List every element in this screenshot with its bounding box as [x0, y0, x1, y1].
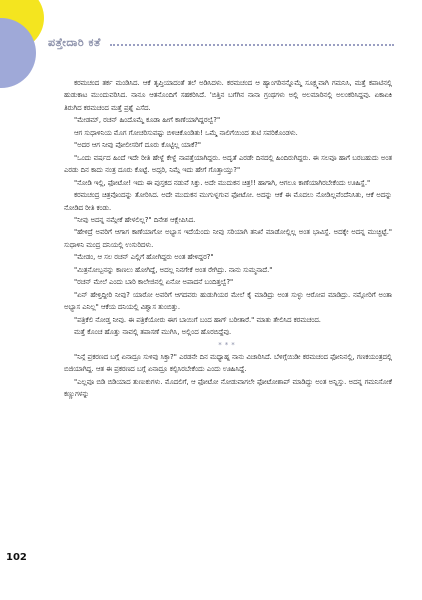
paragraph: ಕರಮಚಂದ್ರ ಚಿತ್ರವೊಂದನ್ನು ತೋರಿಸಿದ. ಅದೇ ಮುದುಕನ ಮುಗುಳ್ನಗುವ ಫೋಟೋ. ಅದನ್ನು ಆಕೆ ಈ ಮೊದಲು ನೋಡಿಲ್ಲವೆಂದೆನಿಸಿತು, ಆಕೆ ಅದನ್ನು ನೋಡಿದ ರೀತಿ ಕಂಡು.: [64, 191, 392, 212]
paragraph: "ಹೇಳಿದ್ರೆ ಅವರಿಗೆ ಆಗಾಗ ಕಾಣೆಯಾಗೋ ಅಭ್ಯಾಸ ಇದೆಯೆಂದು ನೀವು ಸರಿಯಾಗಿ ತನಿಖೆ ಮಾಡೋಲ್ಲಿಲ್ಲ ಅಂತ ಭಾವಿಸ್ದೆ. ಅದಕ್ಕೇ ಅದನ್ನ ಮುಚ್ಚಿಟ್ಟೆ." ಸುಧಾಳಿನಿ ಮಂದ್ರ ದನಿಯಲ್ಲಿ ಉಸುರಿದಳು.: [64, 228, 392, 249]
paragraph: "ಪತ್ರಿಕೆಲಿ ನೋಡ್ತ ನೀವು. ಈ ಪತ್ರಿಕೆಯೋರು ಈಗ ಬಾಯಿಗೆ ಬಂದ ಹಾಗ್ ಬರೀತಾರೆ." ಮಾತು ತೇಲಿಸಿದ ಕರಮಚಂದ.: [74, 315, 321, 324]
header-dotted-rule: [110, 44, 394, 46]
paragraph: "ಮೇಡಂ, ಆ ಸಲ ರಚನ್ ಎಲ್ಲಿಗೆ ಹೋಗಿದ್ದರು ಅಂತ ಹೇಳಿದ್ದರ?": [74, 253, 214, 262]
paragraph: "ಒಂದು ವರ್ಷದ ಹಿಂದೆ ಇದೇ ರೀತಿ ಹೇಳ್ದೆ ಕೇಳ್ದೆ ನಾಪತ್ತೆಯಾಗಿದ್ದರು. ಅದೃತೆ ಎರಡೇ ದಿನದಲ್ಲಿ ಹಿಂದಿರುಗಿದ್ದರು. ಈ ಸಲವೂ ಹಾಗೆ ಬರಬಹುದು ಅಂತ ಎರಡು ದಿನ ಕಾದು ನಂತ್ರ ದೂರು ಕೊಟ್ಟೆ. ಅದ್ಸರಿ, ನಿಮ್ಗೆ ಇದು ಹೇಗೆ ಗೊತ್ತಾಯ್ತು?": [64, 153, 392, 175]
paragraph: "ನಿನ್ಗೆ ಪ್ರಕರಣದ ಬಗ್ಗೆ ಏನಾದ್ರೂ ಸುಳಿವು ಸಿಕ್ತಾ?" ಎರಡನೇ ದಿನ ಮಧ್ಯಾಹ್ನ ನಾನು ವಿಚಾರಿಸಿದೆ. ಬೆಳಿಗ್ಗೆಯಿಡೀ ಕರಮಚಂದ ಫೋನಿನಲ್ಲಿ, ಗಣಕಯಂತ್ರದಲ್ಲಿ ಬಿಜಿಯಾಗಿದ್ದ. ಆತ ಈ ಪ್ರಕರಣದ ಬಗ್ಗೆ ಏನಾದ್ರೂ ಕಲ್ಪಿಸಿರಬೇಕೆಂದು ಎಂದು ಊಹಿಸಿದ್ದೆ.: [64, 352, 392, 374]
paragraph: ಮತ್ತೆ ಕೊಂಚ ಹೊತ್ತು ನಾವಲ್ಲಿ ತಪಾಸಣೆ ಮುಗಿಸಿ, ಅಲ್ಲಿಂದ ಹೊರಬಿದ್ದೆವು.: [74, 328, 232, 337]
paragraph: "ಮೇಡಮ್, ರಚನ್ ಹಿಂದೊಮ್ಮೆ ಕೂಡಾ ಹೀಗೆ ಕಾಣೆಯಾಗಿದ್ದರಲ್ವೆ?": [74, 116, 221, 125]
paragraph: "ನೋಡಿ ಇಲ್ಲಿ, ಫೋಟೋ! ಇದು ಈ ಪುಸ್ತಕದ ನಡುವೆ ಸಿಕ್ತು. ಅದೇ ಮುದುಕನ ಚಿತ್ರ!! ಹಾಗಾಗಿ, ಆಗಲೂ ಕಾಣೆಯಾಗಿರಬೇಕೆಂದು ಊಹಿಸ್ದೆ.": [74, 178, 371, 187]
paragraph: ಕರಮಚಂದ ತರ್ಕ ಮಂಡಿಸಿದ. ಆಕೆ ತೃಪ್ತಿಯಾದಂತೆ ತಲೆ ಅಡಿಸಿದಳು. ಕರಮಚಂದ ಆ ಹ್ಯಾಂಗರಿನನ್ನೊಮ್ಮೆ ಸೂಕ್ಷ್ಮವಾಗಿ ಗಮನಿಸಿ, ಮತ್ತೆ ಕಪಾಟಿನಲ್ಲಿ ಹುಡುಕಾಟ ಮುಂದುವರಿಸಿದ. ನಾನೂ ಆತನೊಂದಿಗೆ ಸಹಕರಿಸಿದೆ. 'ಬಿತ್ತಿನ ಬಗೆಗಿನ ನಾನಾ ಗ್ರಂಥಗಳು ಅಲ್ಲಿ ಅಲಮಾರಿನಲ್ಲಿ ಅಲಂಕರಿಸಿದ್ದವು. ಏಕಾಏಕಿ ತಿರುಗಿದ ಕರಮಚಂದ ಮತ್ತೆ ಪ್ರಶ್ನೆ ಎಸೆದ.: [64, 79, 392, 112]
paragraph: ಆಗ ಸುಧಾಳಿನಿಯ ಮೊಗ ಗೋಚರಿಸುವಷ್ಟು ಬಿಳಿಚಿಕೊಂಡಿತು! ಒಮ್ಮೆ ನಾಲಿಗೆಯಿಂದ ತುಟಿ ಸವರಿಕೊಂಡಳು.: [74, 128, 298, 137]
section-title: ಪತ್ತೇದಾರಿ ಕತೆ: [48, 36, 101, 49]
page-number: 102: [6, 552, 27, 563]
paragraph: "ಎಲ್ಲವೂ ಬಿಡಿ ಬಿಡಿಯಾದ ತುಣುಕುಗಳು. ಮೊದಲಿಗೆ, ಆ ಫೋಟೋ ನೋಡುವಾಗಲೇ ಫೋಟೋಶಾಪ್ ಮಾಡಿದ್ದು ಅಂತ ಅನ್ನಿಸ್ತು. ಅದನ್ನ ಗಮನಿಸೋಕೆ ಕಣ್ಣುಗಳನ್ನು: [64, 377, 392, 399]
story-body: [64, 77, 392, 401]
paragraph: "ನೀವು ಅದನ್ನ ನಮ್ಗೇಕೆ ಹೇಳಲಿಲ್ಲ?" ದಿನೇಶ ಆಕ್ಷೇಪಿಸಿದ.: [74, 215, 196, 224]
paragraph: "ಮಿತ್ರನೋಬ್ಬನನ್ನು ಕಾಣಲು ಹೋಗಿದ್ದೆ, ಅದಲ್ಲ ನಿನಗೇಕೆ ಅಂತ ರೇಗಿದ್ರು. ನಾನು ಸುಮ್ಮನಾದೆ.": [74, 265, 273, 274]
paragraph: "ಏನ್ ಹೇಳ್ತಿದ್ದೀರಿ ನೀವು? ಯಾರೋ ಅವರಿಗೆ ಆಗದವರು ಹುಡುಗಿಯರ ಮೇಲೆ ಕೈ ಮಾಡಿದ್ರು ಅಂತ ಸುಳ್ಳು ಆರೋಪ ಮಾಡಿದ್ರು. ನಮ್ಗೋರಿಗೆ ಅಂತಾ ಅಭ್ಯಾಸ ಎನಿಲ್ಲ" ಆಕೆಯ ದನಿಯಲ್ಲಿ ವಿಶ್ವಾಸ ತುಂಬಿತ್ತು.: [64, 290, 392, 312]
paragraph: "ರಚನ್ ಮೇಲೆ ಎಂದು ಬಾರಿ ಕಾಲೇಜಿನಲ್ಲಿ ಏನೋ ಅಪಾದನೆ ಬಂದಿತ್ತಲ್ವೆ?": [74, 278, 234, 287]
paragraph: "ಅದರ ಆಗ ನೀವು ಪೋಲೀಸರಿಗೆ ದೂರು ಕೊಟ್ಟಿಲ್ಲ ಯಾಕೆ?": [74, 141, 202, 150]
section-separator: ***: [218, 340, 238, 349]
